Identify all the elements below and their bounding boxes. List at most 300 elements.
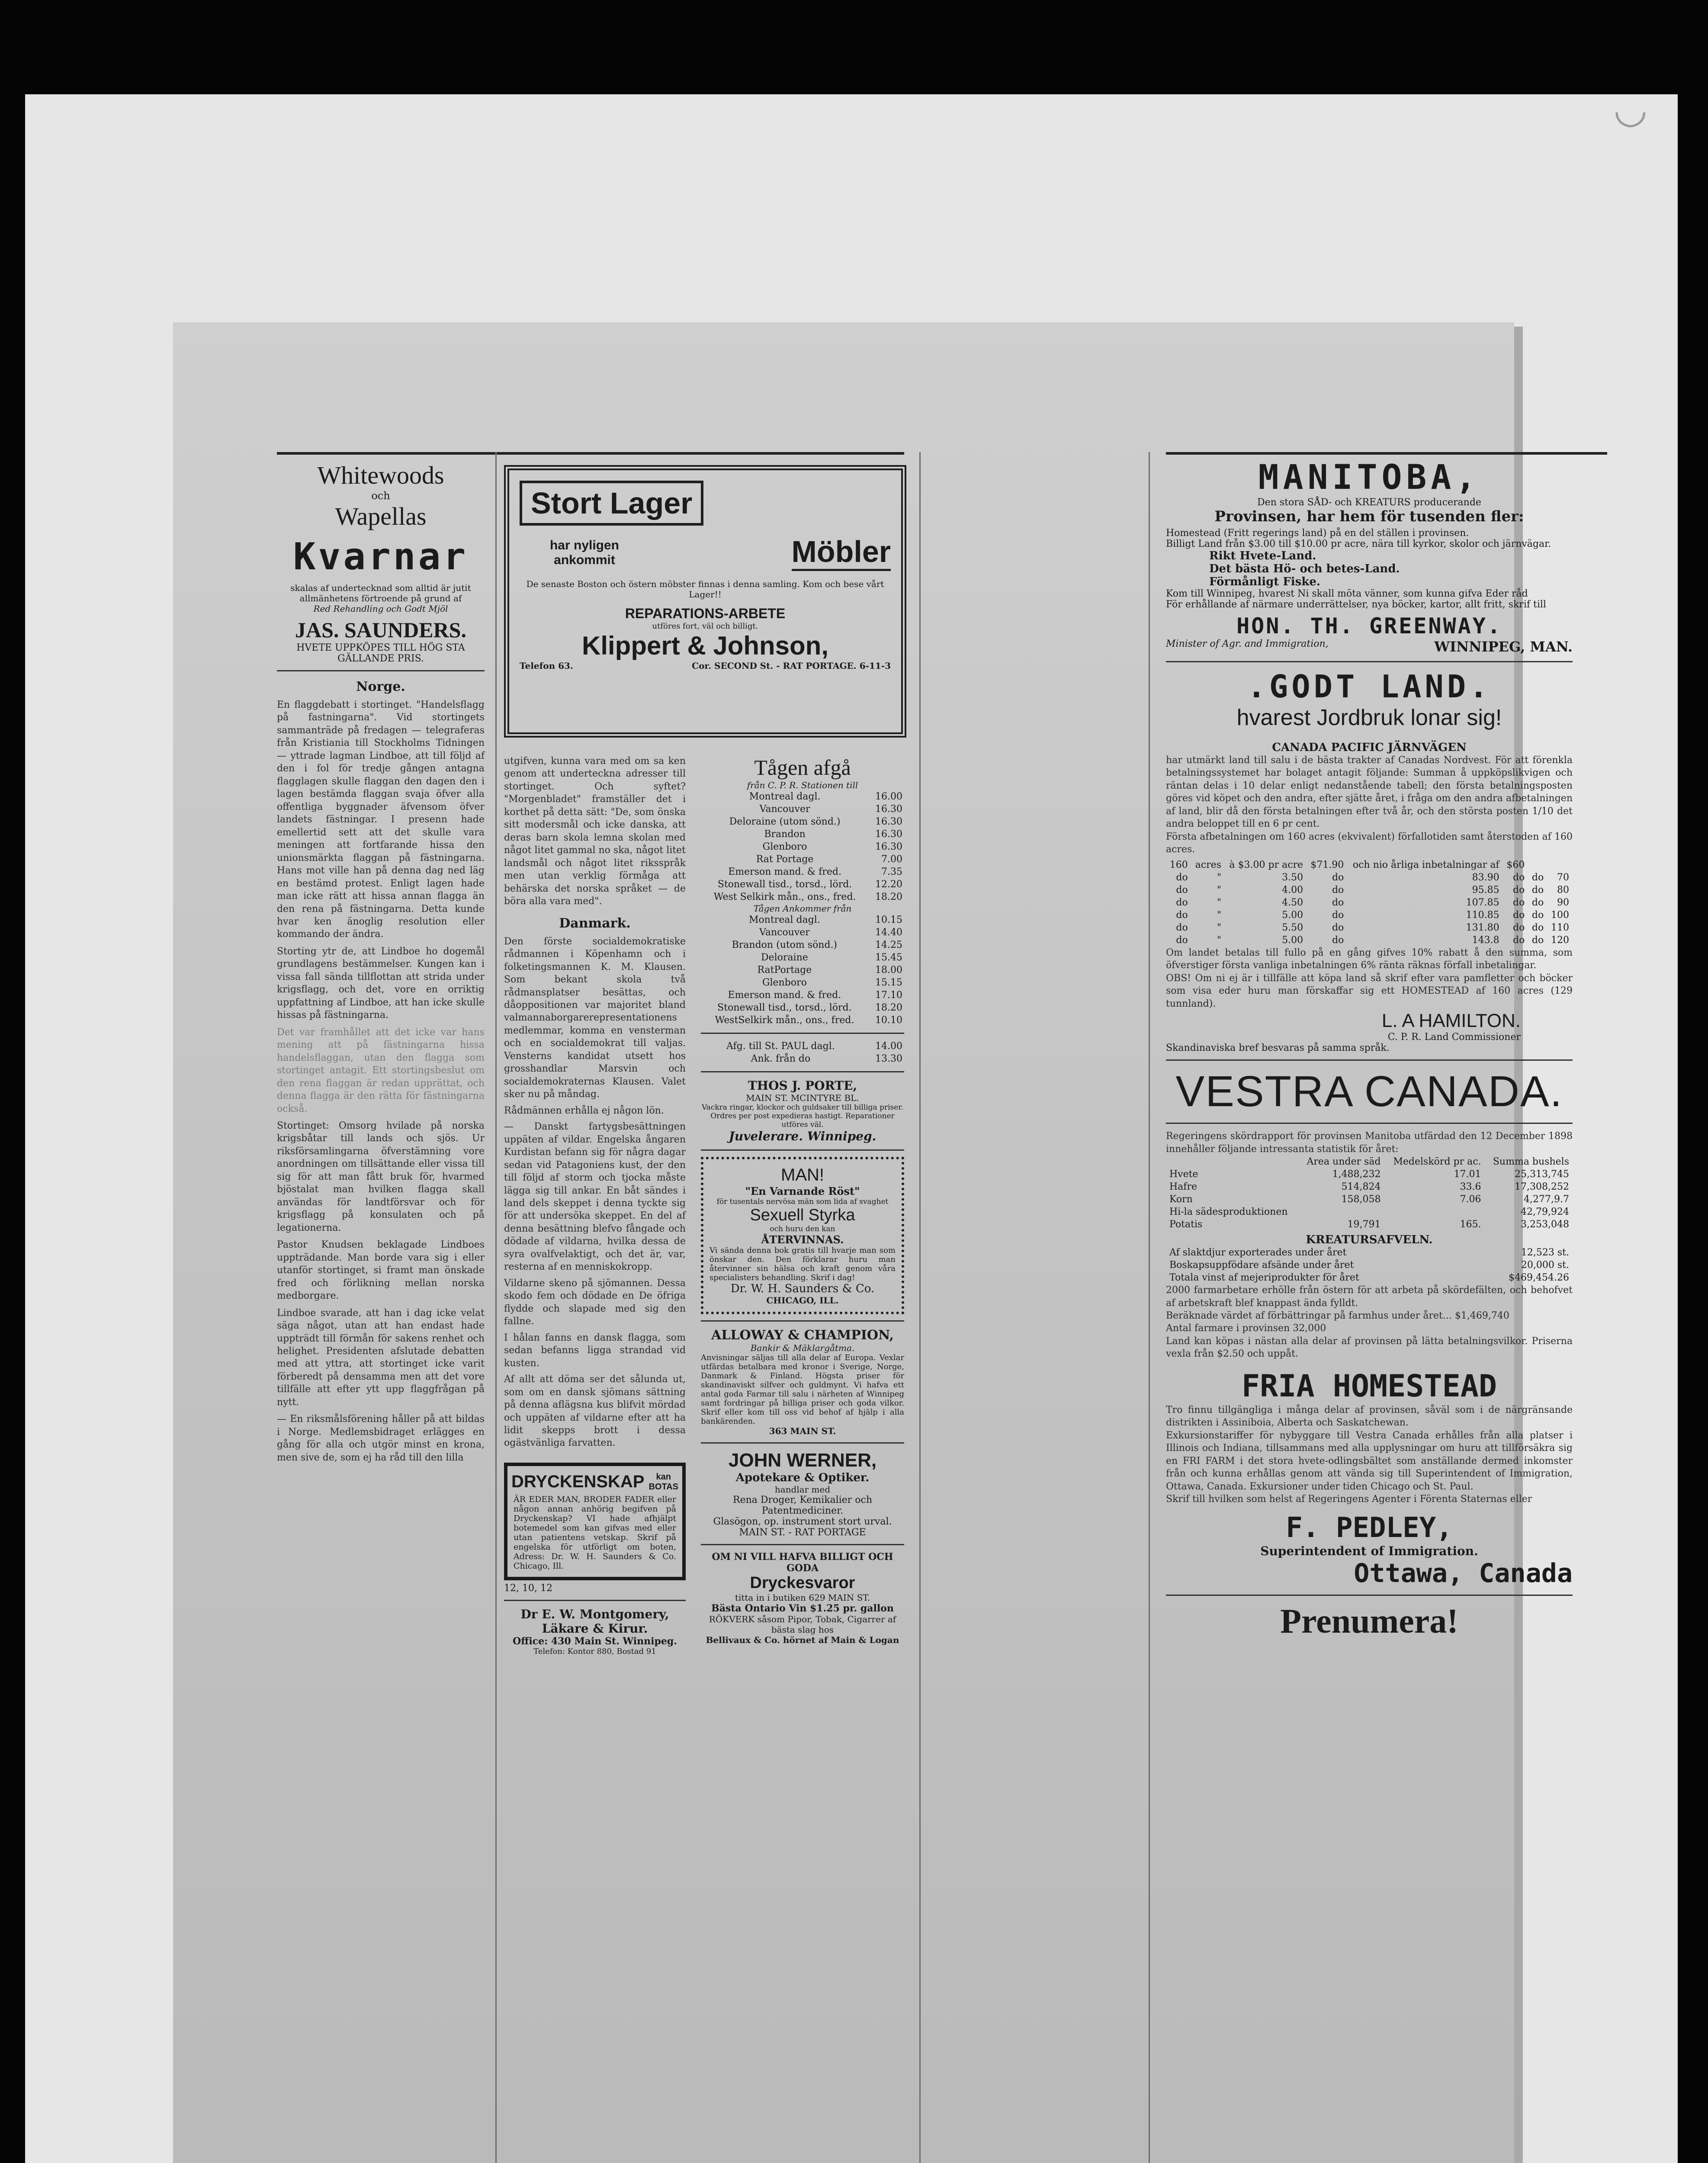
godt-land-obs: OBS! Om ni ej är i tillfälle att köpa land så skrif efter vara pamfletter och böcker som visa eder huru man förskaffar sig ett HOMESTEAD af 160 acres (129 tunnland).	[1166, 972, 1573, 1009]
table-cell: 25,313,745	[1515, 1169, 1569, 1180]
table-cell: $469,454.26	[1509, 1272, 1569, 1284]
alloway-text: Anvisningar säljas till alla delar af Europa. Vexlar utfärdas betalbara med kronor i Sverige, Norge, Danmark & Finland. Högsta priser för skandinaviskt silfver och guldmynt. Vi hafva ett antal goda Farmar till salu i närheten af Winnipeg samt fordringar på billiga priser och goda vilkor. Skrif eller kom till oss vid behof af hjälp i alla bankärenden.	[701, 1353, 904, 1426]
table-cell: do	[1332, 872, 1344, 883]
alloway-address: 363 MAIN ST.	[769, 1426, 836, 1436]
table-cell: do	[1332, 934, 1344, 946]
timetable-row	[701, 989, 904, 1001]
table-cell: 120	[1551, 934, 1569, 946]
table-cell: 5.50	[1282, 922, 1303, 933]
table-cell: 33.6	[1460, 1181, 1481, 1193]
man-small-2: och huru den kan	[770, 1225, 835, 1233]
table-cell: 95.85	[1472, 884, 1499, 895]
column-rule-1	[495, 452, 497, 2163]
table-cell: Rat Portage	[756, 854, 814, 865]
werner-items: Rena Droger, Kemikalier och Patentmediciner.	[733, 1495, 872, 1516]
table-cell: do	[1513, 872, 1525, 883]
porte-small: Vackra ringar, klockor och guldsaker till billiga priser. Ordres per post expedieras hastigt. Reparationer utföres väl.	[702, 1103, 903, 1129]
table-cell: Summa bushels	[1493, 1156, 1569, 1168]
payment-row	[1166, 859, 1573, 871]
montgomery-tel: Telefon: Kontor 880, Bostad 91	[533, 1646, 656, 1656]
divider	[701, 1320, 904, 1322]
ad-name: JAS. SAUNDERS.	[295, 618, 466, 642]
pedley-city: Ottawa, Canada	[1354, 1558, 1573, 1589]
article-norge-6: — En riksmålsförening håller på att bildas i Norge. Medlemsbidraget erlägges en gång för alla och utgör minst en krona, men sive de, som ej ha råd till den lilla	[277, 1414, 485, 1463]
porte-title: Juvelerare. Winnipeg.	[729, 1129, 876, 1143]
werner-name: JOHN WERNER,	[728, 1450, 877, 1471]
man-quote: "En Varnande Röst"	[745, 1185, 860, 1197]
manitoba-billigt: Billigt Land från $3.00 till $10.00 pr acre, nära till kyrkor, skolor och järnvägar.	[1166, 539, 1551, 549]
man-ad	[701, 1157, 904, 1314]
table-cell: 15.45	[875, 952, 902, 963]
table-cell: 90	[1557, 897, 1569, 908]
table-cell: Medelskörd pr ac.	[1393, 1156, 1481, 1168]
payment-row	[1166, 871, 1573, 884]
firm-phone: Telefon 63.	[520, 661, 573, 671]
mobler-title: Möbler	[792, 534, 891, 571]
table-cell: $60	[1506, 859, 1525, 870]
table-cell: 160	[1169, 859, 1188, 870]
godt-land-railway: CANADA PACIFIC JÄRNVÄGEN	[1272, 741, 1467, 754]
tagen-st-paul	[701, 1040, 904, 1065]
timetable-row	[701, 790, 904, 803]
table-cell: 17,308,252	[1515, 1181, 1569, 1193]
article-riksmal: utgifven, kunna vara med om sa ken genom att underteckna adresser till stortinget. Och syftet? "Morgenbladet" framställer det i korthet på detta sätt: "De, som önska sitt modersmål och icke danska, att deras barn skola lemna skolan med något litet gammal no ska, något litet landsmål och något litet riksspråk men utan verklig förmåga att behärska det norska språket — de böra alla vara med".	[504, 756, 686, 907]
table-cell: Boskapsuppfödare afsände under året	[1169, 1260, 1354, 1271]
table-cell: do	[1332, 897, 1344, 908]
table-cell: à $3.00 pr acre	[1229, 859, 1303, 870]
table-cell: 17.10	[875, 990, 902, 1001]
article-danmark-2: Rådmännen erhålla ej någon lön.	[504, 1105, 664, 1116]
dryckesvaror-lead: OM NI VILL HAFVA BILLIGT OCH GODA	[712, 1551, 893, 1574]
table-cell: Vancouver	[759, 927, 810, 938]
table-cell: "	[1217, 909, 1221, 921]
fria-text-2: Exkursionstariffer för nybyggare till Vestra Canada erhålles från alla platser i Illinois och Indiana, tillsammans med alla upplysningar om huru att tillförsäkra sig en FRI FARM i det stora hvete-odlingsbältet som anställande dermed inkomster från och kunna erhållas genom att vända sig till Superintendent of Immigration, Ottawa, Canada. Exkursioner under tiden Chicago och St. Paul.	[1166, 1430, 1573, 1492]
table-cell: 514,824	[1341, 1181, 1381, 1193]
table-cell: 3,253,048	[1521, 1219, 1569, 1230]
fria-homestead-ad	[1166, 1368, 1573, 1589]
frame-corner-mark: ◡	[1613, 87, 1647, 132]
werner-address: MAIN ST. - RAT PORTAGE	[739, 1527, 866, 1538]
dryckesvaror-ad	[701, 1551, 904, 1645]
dryckesvaror-address: titta in i butiken 629 MAIN ST.	[735, 1592, 870, 1603]
timetable-row	[701, 976, 904, 989]
table-cell: 16.30	[875, 829, 902, 840]
table-cell: $71.90	[1310, 859, 1344, 870]
fria-text: Tro finnu tillgängliga i många delar af provinsen, såväl som i de närgränsande distrikten i Assiniboia, Alberta och Saskatchewan.	[1166, 1404, 1573, 1428]
table-cell: 18.20	[875, 892, 902, 902]
tagen-sub-arrive: Tågen Ankommer från	[753, 903, 852, 914]
table-cell: 7.35	[881, 866, 902, 877]
table-cell: 13.30	[875, 1053, 902, 1064]
man-strength: Sexuell Styrka	[750, 1206, 855, 1224]
porte-address: MAIN ST. MCINTYRE BL.	[746, 1093, 859, 1103]
table-cell: RatPortage	[757, 965, 812, 976]
godt-land-footer: Skandinaviska bref besvaras på samma språk.	[1166, 1043, 1390, 1054]
payment-row	[1166, 884, 1573, 896]
livestock-table	[1166, 1246, 1573, 1284]
table-cell: do	[1176, 884, 1188, 895]
divider	[1166, 1595, 1573, 1596]
pedley-role: Superintendent of Immigration.	[1260, 1544, 1478, 1558]
article-danmark-4: Vildarne skeno på sjömannen. Dessa skodo fem och dödade en De öfriga flydde och slapade med sig den fallne.	[504, 1277, 686, 1327]
alloway-name: ALLOWAY & CHAMPION,	[711, 1328, 894, 1343]
timetable-row	[701, 815, 904, 828]
newspaper-page	[173, 322, 1573, 2163]
montgomery-card	[504, 1607, 686, 1656]
tagen-arrivals	[701, 914, 904, 1027]
table-cell: 7.00	[881, 854, 902, 865]
table-cell: 20,000 st.	[1521, 1260, 1569, 1271]
table-cell: 4.00	[1282, 884, 1303, 895]
timetable-row	[701, 803, 904, 815]
ad-title-wapellas: Wapellas	[335, 502, 427, 530]
table-cell: do	[1332, 909, 1344, 921]
table-cell: 15.15	[875, 977, 902, 988]
table-cell: do	[1176, 909, 1188, 921]
livestock-row	[1166, 1246, 1573, 1259]
table-cell: 18.20	[875, 1002, 902, 1013]
stort-lager-small: De senaste Boston och östern möbster finnas i denna samling. Kom och bese vårt Lager!!	[526, 579, 884, 600]
harvest-table	[1166, 1155, 1573, 1231]
table-cell: 110.85	[1466, 909, 1499, 921]
table-cell: Brandon (utom sönd.)	[732, 940, 838, 950]
dryckesvaror-extra: RÖKVERK såsom Pipor, Tobak, Cigarrer af bästa slag hos	[709, 1614, 896, 1635]
table-cell: 1,488,232	[1332, 1169, 1381, 1180]
montgomery-office: Office: 430 Main St. Winnipeg.	[513, 1635, 677, 1647]
payment-table	[1166, 859, 1573, 947]
vestra-intro: Regeringens skördrapport för provinsen Manitoba utfärdad den 12 December 1898 innehåller följande intressanta statistik för året:	[1166, 1131, 1573, 1155]
manitoba-ad	[1166, 458, 1573, 655]
manitoba-r2: Det bästa Hö- och betes-Land.	[1209, 562, 1400, 575]
dryckenskap-ad	[504, 1463, 686, 1580]
timetable-row	[701, 853, 904, 866]
man-city: CHICAGO, ILL.	[766, 1295, 839, 1306]
timetable-row	[701, 1040, 904, 1053]
vestra-text: 2000 farmarbetare erhölle från östern för att arbeta på skördefälten, och behofvet af arbetskraft blef knappast ända fylldt.	[1166, 1285, 1573, 1309]
stort-lager-sub: har nyligen ankommit	[549, 538, 620, 567]
table-cell: 158,058	[1341, 1194, 1381, 1205]
table-cell: do	[1531, 872, 1544, 883]
harvest-row	[1166, 1193, 1573, 1206]
table-cell: do	[1513, 884, 1525, 895]
timetable-row	[701, 1053, 904, 1065]
payment-row	[1166, 934, 1573, 947]
manitoba-title: MANITOBA,	[1258, 458, 1480, 497]
divider	[701, 1149, 904, 1151]
section-heading-norge: Norge.	[356, 679, 405, 694]
man-text: Vi sända denna bok gratis till hvarje man som önskar den. Den förklarar huru man återvinner sin hälsa och kraft genom våra specialisters behandling. Skrif i dag!	[710, 1246, 896, 1282]
vestra-berakn: Beräknade värdet af förbättringar på farmhus under året... $1,469,740	[1166, 1310, 1509, 1321]
werner-glas: Glasögon, op. instrument stort urval.	[713, 1516, 892, 1527]
table-cell: "	[1217, 922, 1221, 933]
harvest-row	[1166, 1155, 1573, 1168]
table-cell	[1384, 1206, 1485, 1218]
table-cell: Vancouver	[759, 804, 810, 815]
tagen-title: Tågen afgå	[754, 755, 851, 780]
manitoba-r1: Rikt Hvete-Land.	[1209, 549, 1316, 562]
firm-address: Cor. SECOND St. - RAT PORTAGE. 6-11-3	[692, 661, 891, 671]
ad-och: och	[371, 490, 390, 502]
table-cell: Deloraine (utom sönd.)	[729, 816, 841, 827]
manitoba-prov: Provinsen, har hem för tusenden fler:	[1214, 508, 1524, 525]
ad-title-kvarnar: Kvarnar	[293, 535, 469, 578]
reparations-heading: REPARATIONS-ARBETE	[625, 606, 786, 621]
stort-lager-ad	[504, 465, 906, 738]
article-norge-4: Pastor Knudsen beklagade Lindboes uppträdande. Man borde vara sig i eller utanför stortinget, si framt man önskade fred och förlikning mellan norska medborgare.	[277, 1239, 485, 1302]
table-cell: do	[1531, 922, 1544, 933]
reparations-sub: utföres fort, väl och billigt.	[652, 622, 758, 631]
timetable-row	[701, 866, 904, 878]
table-cell: do	[1176, 897, 1188, 908]
article-norge-1: En flaggdebatt i stortinget. "Handelsflagg på fastningarna". Vid stortingets sammanträde på fredagen — telegraferas från Kristiania till Stockholms Tidningen — yttrade lagman Lindboe, att till följd af den i fol för tredje gången antagna flagglagen skulle flaggan den dagen den i lagen bestämda flaggan svaja öfver alla offentliga byggnader äfvensom öfver landets fästningar. I presenn hade emellertid sett att det skulle vara meningen att fortfarande hissa den unionsmärkta flaggan på fästningarna. Hans mot ville han på denna dag ned läg en bestämd protest. Enligt lagen hade man icke rätt att hissa annan flagga än den rena på fästningarna. Detta kunde hvar ken änoglig resolution eller kommando der ändra.	[277, 700, 485, 940]
prenumera-title: Prenumera!	[1280, 1602, 1458, 1640]
column-rule-2	[919, 452, 921, 2163]
table-cell	[1166, 1155, 1299, 1168]
table-cell: 12.20	[875, 879, 902, 890]
table-cell: Montreal dagl.	[748, 915, 820, 925]
table-cell: do	[1513, 897, 1525, 908]
table-cell: 14.00	[875, 1041, 902, 1052]
table-cell: acres	[1195, 859, 1221, 870]
timetable-row	[701, 951, 904, 964]
werner-deals: handlar med	[774, 1484, 831, 1495]
table-cell: Emerson mand. & fred.	[728, 990, 841, 1001]
livestock-row	[1166, 1271, 1573, 1284]
tagen-departures	[701, 790, 904, 903]
table-cell: Montreal dagl.	[749, 791, 821, 802]
column-1	[277, 452, 485, 1464]
table-cell: Potatis	[1169, 1219, 1203, 1230]
manitoba-hon: HON. TH. GREENWAY.	[1236, 613, 1502, 639]
column-3	[701, 755, 904, 1645]
dryckesvaror-price: Bästa Ontario Vin $1.25 pr. gallon	[711, 1603, 894, 1614]
table-cell: och nio årliga inbetalningar af	[1352, 859, 1499, 870]
livestock-row	[1166, 1259, 1573, 1271]
table-cell: 16.30	[875, 816, 902, 827]
table-cell: "	[1217, 872, 1221, 883]
godt-land-text: har utmärkt land till salu i de bästa trakter af Canadas Nordvest. För att förenkla betalningssystemet har bolaget antagit följande: Summan å uppköpslikvigen och räntan delas i 10 delar enligt nedanstående tabell; den första betalningsposten göres vid köpet och den andra, efter sjätte året, i fråga om den andra afbetalningen af land, blir då den första betalningen efter två år, och den största posten 1/10 det andra beloppet till en 6 pr cent.	[1166, 755, 1573, 830]
vestra-canada-ad	[1166, 1067, 1573, 1361]
table-cell: Glenboro	[762, 977, 807, 988]
divider	[701, 1071, 904, 1072]
table-cell: do	[1176, 922, 1188, 933]
section-heading-danmark: Danmark.	[559, 915, 631, 931]
table-cell: Stonewall tisd., torsd., lörd.	[717, 1002, 852, 1013]
dryckenskap-title: DRYCKENSKAP	[511, 1472, 645, 1492]
table-cell: Af slaktdjur exporterades under året	[1169, 1247, 1347, 1258]
table-cell: "	[1217, 884, 1221, 895]
table-cell: 5.00	[1282, 934, 1303, 946]
timetable-row	[701, 964, 904, 976]
godt-land-sub: hvarest Jordbruk lonar sig!	[1236, 705, 1502, 730]
table-cell: do	[1531, 934, 1544, 946]
hamilton-role: C. P. R. Land Commissioner	[1387, 1032, 1521, 1043]
ad-small-text: skalas af undertecknad som alltid är jutit allmänhetens förtroende på grund af	[290, 583, 471, 603]
table-cell: do	[1176, 934, 1188, 946]
table-cell: Hvete	[1169, 1169, 1198, 1180]
dryckesvaror-title: Dryckesvaror	[750, 1574, 855, 1592]
column-right	[1166, 452, 1573, 1641]
article-danmark-6: Af allt att döma ser det sålunda ut, som om en dansk sjömans sättning på denna aflägsna kus blifvit mördad och uppäten af vildarne efter att ha lidit skepps brott i dessa ogästvänliga farvatten.	[504, 1374, 686, 1449]
alloway-role: Bankir & Mäklargåtma.	[750, 1343, 855, 1353]
table-cell: 10.10	[875, 1015, 902, 1026]
divider	[1166, 1123, 1573, 1124]
timetable-row	[701, 1001, 904, 1014]
table-cell: 18.00	[875, 965, 902, 976]
tagen-timetable	[701, 755, 904, 1065]
article-norge-5: Lindboe svarade, att han i dag icke velat säga något, utan att han endast hade uppträdt till förmån för sakens renhet och helighet. Presidenten afslutade debatten med att yttra, att stortinget icke varit förberedt på densamma men att det vore tillfälle att efter ytt upp flaggfrågan på nytt.	[277, 1307, 485, 1408]
dryckesvaror-firm: Bellivaux & Co. hörnet af Main & Logan	[706, 1635, 899, 1645]
porte-name: THOS J. PORTE,	[748, 1078, 857, 1093]
table-cell: 5.00	[1282, 909, 1303, 921]
manitoba-sub: Den stora SÅD- och KREATURS producerande	[1257, 497, 1481, 508]
column-2	[504, 755, 686, 1656]
alloway-ad	[701, 1328, 904, 1436]
column-rule-3	[1149, 452, 1150, 2163]
divider	[701, 1544, 904, 1545]
harvest-row	[1166, 1206, 1573, 1218]
vestra-antal: Antal farmare i provinsen 32,000	[1166, 1323, 1326, 1334]
timetable-row	[701, 828, 904, 841]
godt-land-ad	[1166, 668, 1573, 1053]
manitoba-homestead: Homestead (Fritt regerings land) på en del ställen i provinsen.	[1166, 528, 1469, 539]
table-cell: Stonewall tisd., torsd., lörd.	[717, 879, 852, 890]
kvarnar-ad	[277, 452, 485, 664]
ad-italic-text: Red Rehandling och Godt Mjöl	[313, 603, 448, 614]
table-cell: do	[1332, 922, 1344, 933]
manitoba-minister: Minister of Agr. and Immigration,	[1166, 639, 1329, 649]
table-cell: 16.30	[875, 804, 902, 815]
timetable-row	[701, 939, 904, 951]
ad-tagline: HVETE UPPKÖPES TILL HÖG STA GÄLLANDE PRIS.	[296, 642, 465, 664]
divider	[504, 1600, 686, 1601]
table-cell: Area under säd	[1307, 1156, 1381, 1168]
dryckenskap-footer: 12, 10, 12	[504, 1582, 552, 1594]
montgomery-role: Läkare & Kirur.	[542, 1621, 648, 1636]
manitoba-r3: Förmånligt Fiske.	[1209, 575, 1320, 588]
payment-row	[1166, 921, 1573, 934]
man-small-1: för tusentals nervösa män som lida af svaghet	[716, 1197, 889, 1206]
table-cell: 4.50	[1282, 897, 1303, 908]
article-norge-faded: Det var framhållet att det icke var hans mening att på fästningarna hissa handelsflaggan, utan den flagga som stortinget antagit. Ett stortingsbeslut om den rena flaggan är redan upprättat, och denna flagga är den rätta för fästningarna också.	[277, 1027, 485, 1114]
table-cell: 16.00	[875, 791, 902, 802]
table-cell: 143.8	[1472, 934, 1499, 946]
vestra-canada-title: VESTRA CANADA.	[1175, 1067, 1563, 1116]
harvest-row	[1166, 1218, 1573, 1231]
table-cell: Korn	[1169, 1194, 1193, 1205]
divider	[701, 1442, 904, 1444]
table-cell: do	[1332, 884, 1344, 895]
harvest-row	[1166, 1168, 1573, 1181]
table-cell: 70	[1557, 872, 1569, 883]
timetable-row	[701, 878, 904, 891]
table-cell: "	[1217, 897, 1221, 908]
divider	[1166, 1059, 1573, 1061]
table-cell: 14.25	[875, 940, 902, 950]
payment-row	[1166, 896, 1573, 909]
godt-land-note: Om landet betalas till fullo på en gång gifves 10% rabatt å den summa, som öfverstiger första vanliga inbetalningen 6% ränta räknas förfall inbetalingar.	[1166, 947, 1573, 971]
table-cell: 4,277,9.7	[1524, 1194, 1569, 1205]
table-cell: WestSelkirk mån., ons., fred.	[715, 1015, 854, 1026]
table-cell: Brandon	[764, 829, 806, 840]
table-cell: 100	[1551, 909, 1569, 921]
table-cell: 19,791	[1347, 1219, 1381, 1230]
article-danmark-5: I hålan fanns en dansk flagga, som sedan befanns ligga strandad vid kusten.	[504, 1332, 686, 1369]
table-cell: do	[1531, 909, 1544, 921]
tagen-sub-depart: från C. P. R. Stationen till	[747, 780, 858, 790]
pedley-name: F. PEDLEY,	[1286, 1512, 1453, 1544]
table-cell: Totala vinst af mejeriprodukter för året	[1169, 1272, 1359, 1284]
table-cell: do	[1176, 872, 1188, 883]
fria-text-3: Skrif till hvilken som helst af Regeringens Agenter i Förenta Staternas eller	[1166, 1494, 1532, 1505]
werner-role: Apotekare & Optiker.	[735, 1471, 870, 1484]
table-cell: 165.	[1460, 1219, 1481, 1230]
table-cell: do	[1513, 909, 1525, 921]
vestra-land: Land kan köpas i nästan alla delar af provinsen på lätta betalningsvilkor. Priserna vexla från $2.50 och uppåt.	[1166, 1335, 1573, 1360]
table-cell: 16.30	[875, 841, 902, 852]
porte-ad	[701, 1078, 904, 1143]
timetable-row	[701, 891, 904, 903]
man-head: MAN!	[781, 1165, 824, 1184]
godt-land-text-2: Första afbetalningen om 160 acres (ekvivalent) förfallotiden samt återstoden af 160 acres.	[1166, 831, 1573, 855]
firm-name: Klippert & Johnson,	[582, 631, 828, 660]
table-cell: 3.50	[1282, 872, 1303, 883]
divider	[701, 1033, 904, 1034]
harvest-row	[1166, 1181, 1573, 1193]
table-cell: 7.06	[1460, 1194, 1481, 1205]
table-cell: Deloraine	[761, 952, 808, 963]
table-cell: Afg. till St. PAUL dagl.	[726, 1041, 835, 1052]
ad-title-whitewoods: Whitewoods	[317, 461, 444, 489]
table-cell: 80	[1557, 884, 1569, 895]
hamilton-signature: L. A HAMILTON.	[1381, 1010, 1521, 1032]
table-cell: do	[1531, 884, 1544, 895]
table-cell: 42,79,924	[1521, 1207, 1569, 1218]
dryckenskap-botas: kan BOTAS	[649, 1472, 678, 1492]
table-cell: 12,523 st.	[1521, 1247, 1569, 1258]
article-norge-3: Stortinget: Omsorg hvilade på norska krigsbåtar till lands och sjös. Ur riksförsamlingarna öfverstämning vore anordningen om tillsättande eller vissa till sig för att man fått bruk för, hvarmed bjöstalat man hvilken flagga skall användas för landtförsvar och för krigsflagg på konsulaten och på legationerna.	[277, 1120, 485, 1233]
stort-lager-title: Stort Lager	[520, 481, 703, 526]
table-cell: 131.80	[1466, 922, 1499, 933]
manitoba-skrif: För erhållande af närmare underrättelser, nya böcker, kartor, allt fritt, skrif till	[1166, 599, 1546, 610]
table-cell: Hi-la sädesproduktionen	[1169, 1207, 1288, 1218]
payment-row	[1166, 909, 1573, 921]
prenumera-ad	[1166, 1602, 1573, 1641]
timetable-row	[701, 926, 904, 939]
table-cell: Emerson mand. & fred.	[728, 866, 841, 877]
timetable-row	[701, 914, 904, 926]
table-cell: 14.40	[875, 927, 902, 938]
table-cell: 83.90	[1472, 872, 1499, 883]
man-firm: Dr. W. H. Saunders & Co.	[730, 1282, 875, 1295]
table-cell: Ank. från do	[751, 1053, 811, 1064]
table-cell	[1299, 1206, 1384, 1218]
godt-land-title: .GODT LAND.	[1247, 668, 1492, 705]
table-cell: Hafre	[1169, 1181, 1197, 1193]
table-cell: do	[1531, 897, 1544, 908]
kreatur-heading: KREATURSAFVELN.	[1306, 1233, 1433, 1247]
table-cell: "	[1217, 934, 1221, 946]
article-danmark-3: — Danskt fartygsbesättningen uppäten af vildar. Engelska ångaren Kurdistan befann sig för några dagar sedan vid Patagoniens kust, der den till följd af storm och tjocka måste lägga sig till ankar. En båt sändes i land dels skeppet i denna tyckte sig för att undersöka skeppet. En del af denna besättning blefvo fångade och dödade af vildarna, hvilka dessa de syra ovalfvelaktigt, och det är, var, resterna af en menniskokropp.	[504, 1121, 686, 1273]
timetable-row	[701, 841, 904, 853]
divider	[277, 670, 485, 671]
table-cell: 110	[1551, 922, 1569, 933]
table-cell: do	[1513, 922, 1525, 933]
divider	[1166, 661, 1573, 662]
table-cell: 10.15	[875, 915, 902, 925]
article-norge-2: Storting ytr de, att Lindboe ho dogemål grundlagens bestämmelser. Kungen kan i vissa fall sända tillflottan att strida under krigsflagg, och det, vore en orriktig uppfattning af Lindboe, att han icke skulle hissas på fästningarna.	[277, 946, 485, 1021]
table-cell: do	[1513, 934, 1525, 946]
